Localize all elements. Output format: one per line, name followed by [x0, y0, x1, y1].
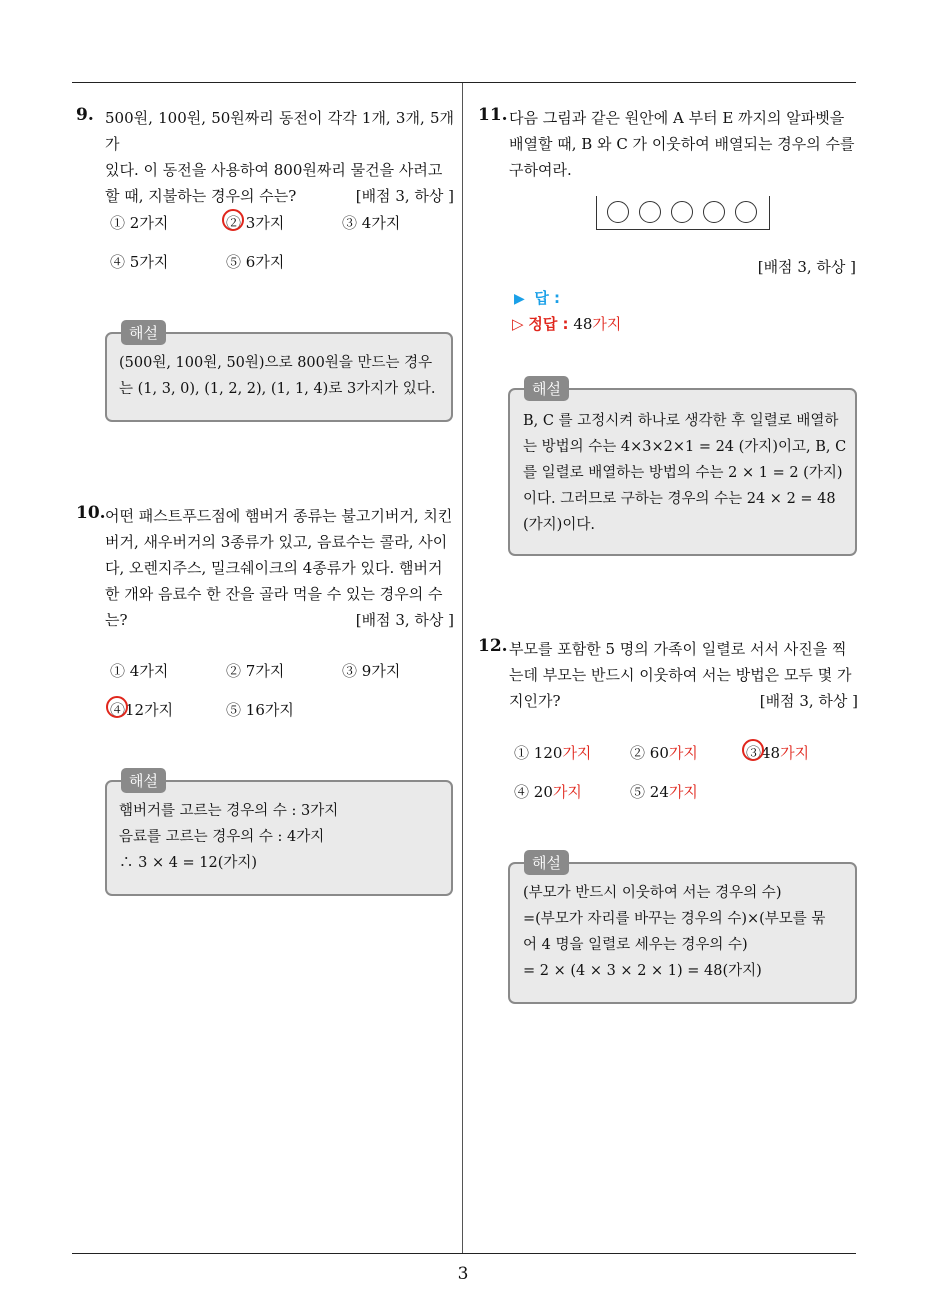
question-line: 배열할 때, B 와 C 가 이웃하여 배열되는 경우의 수를: [509, 135, 855, 153]
solution-line: 햄버거를 고르는 경우의 수 : 3가지: [119, 803, 339, 819]
choice-5[interactable]: ⑤ 16가지: [226, 701, 294, 719]
choice-3[interactable]: ③ 4가지: [342, 214, 401, 232]
solution-line: B, C 를 고정시켜 하나로 생각한 후 일렬로 배열하: [523, 413, 839, 429]
solution-line: 는 (1, 3, 0), (1, 2, 2), (1, 1, 4)로 3가지가 있다.: [119, 381, 436, 397]
question-number: 9.: [76, 105, 94, 125]
question-line: 구하여라.: [509, 161, 572, 179]
solution-box-q9: [105, 324, 453, 422]
question-line: 500원, 100원, 50원짜리 동전이 각각 1개, 3개, 5개가: [105, 109, 454, 153]
solution-line: =(부모가 자리를 바꾸는 경우의 수)×(부모를 묶: [523, 911, 826, 927]
solution-tag: 해설: [121, 320, 166, 345]
solution-line: ∴ 3 × 4 = 12(가지): [119, 855, 258, 871]
top-rule: [72, 82, 856, 83]
choice-2[interactable]: ② 7가지: [226, 662, 285, 680]
solution-tag: 해설: [524, 850, 569, 875]
question-line: 는? [배점 3, 하상 ]: [105, 607, 454, 633]
score-meta: [배점 3, 하상 ]: [355, 611, 454, 629]
choice-3[interactable]: ③ 9가지: [342, 662, 401, 680]
choice-1[interactable]: ① 120가지: [514, 744, 592, 762]
question-number: 10.: [76, 503, 106, 523]
question-11: [478, 105, 858, 183]
solution-line: 어 4 명을 일렬로 세우는 경우의 수): [523, 937, 748, 953]
question-line: 버거, 새우버거의 3종류가 있고, 음료수는 콜라, 사이: [105, 533, 448, 551]
question-line: 어떤 패스트푸드점에 햄버거 종류는 불고기버거, 치킨: [105, 507, 453, 525]
score-meta: [배점 3, 하상 ]: [355, 187, 454, 205]
solution-line: (가지)이다.: [523, 517, 595, 533]
solution-line: (부모가 반드시 이웃하여 서는 경우의 수): [523, 885, 782, 901]
question-line: 있다. 이 동전을 사용하여 800원짜리 물건을 사려고: [105, 161, 443, 179]
question-number: 11.: [478, 105, 508, 125]
choice-4[interactable]: ④12가지: [110, 699, 173, 720]
page-number: 3: [457, 1264, 469, 1284]
question-9: [76, 105, 454, 209]
choice-4[interactable]: ④ 20가지: [514, 783, 582, 801]
choice-1[interactable]: ① 2가지: [110, 214, 169, 232]
question-12: [478, 636, 858, 714]
question-line: 는데 부모는 반드시 이웃하여 서는 방법은 모두 몇 가: [509, 666, 852, 684]
seat-circle: [607, 201, 629, 223]
correct-label: 정답 :: [528, 315, 569, 333]
answer-circle-mark: [106, 696, 128, 718]
question-number: 12.: [478, 636, 508, 656]
answer-circle-mark: [742, 739, 764, 761]
solution-box-q11: [508, 380, 857, 556]
question-line: 할 때, 지불하는 경우의 수는? [배점 3, 하상 ]: [105, 183, 454, 209]
seat-diagram: [596, 196, 770, 230]
question-line: 다음 그림과 같은 원안에 A 부터 E 까지의 알파벳을: [509, 109, 845, 127]
question-line: 부모를 포함한 5 명의 가족이 일렬로 서서 사진을 찍: [509, 640, 847, 658]
question-text: [105, 105, 454, 209]
choice-5[interactable]: ⑤ 24가지: [630, 783, 698, 801]
question-10: [76, 503, 454, 633]
question-text: [105, 503, 454, 633]
solution-box-q10: [105, 772, 453, 896]
question-text: [509, 105, 858, 183]
solution-line: = 2 × (4 × 3 × 2 × 1) = 48(가지): [523, 963, 762, 979]
choice-5[interactable]: ⑤ 6가지: [226, 253, 285, 271]
column-divider: [462, 83, 463, 1253]
seat-circle: [735, 201, 757, 223]
solution-tag: 해설: [524, 376, 569, 401]
correct-answer-line: [512, 313, 621, 334]
choice-2[interactable]: ② 60가지: [630, 744, 698, 762]
seat-circle: [703, 201, 725, 223]
seat-circle: [671, 201, 693, 223]
question-line: 지인가? [배점 3, 하상 ]: [509, 688, 858, 714]
solution-line: 는 방법의 수는 4×3×2×1 = 24 (가지)이고, B, C: [523, 439, 847, 455]
solution-line: 이다. 그러므로 구하는 경우의 수는 24 × 2 = 48: [523, 491, 836, 507]
correct-value: 48: [573, 315, 593, 333]
question-text: [509, 636, 858, 714]
question-line: 다, 오렌지주스, 밀크쉐이크의 4종류가 있다. 햄버거: [105, 559, 443, 577]
solution-box-q12: [508, 854, 857, 1004]
solution-line: 를 일렬로 배열하는 방법의 수는 2 × 1 = 2 (가지): [523, 465, 843, 481]
seat-circle: [639, 201, 661, 223]
score-meta: [배점 3, 하상 ]: [757, 258, 856, 276]
play-triangle-icon: ▶: [514, 291, 525, 307]
solution-text: [523, 408, 849, 538]
answer-label: 답 :: [534, 289, 561, 307]
solution-line: 음료를 고르는 경우의 수 : 4가지: [119, 829, 325, 845]
open-triangle-icon: ▷: [512, 315, 524, 333]
question-line: 한 개와 음료수 한 잔을 골라 먹을 수 있는 경우의 수: [105, 585, 443, 603]
choice-3[interactable]: ③48가지: [746, 742, 809, 763]
correct-unit: 가지: [592, 315, 622, 333]
choice-4[interactable]: ④ 5가지: [110, 253, 169, 271]
answer-circle-mark: [222, 209, 244, 231]
solution-tag: 해설: [121, 768, 166, 793]
score-meta: [배점 3, 하상 ]: [759, 692, 858, 710]
solution-text: [523, 880, 849, 984]
solution-text: [119, 798, 445, 876]
answer-line: [514, 287, 560, 308]
bottom-rule: [72, 1253, 856, 1254]
choice-1[interactable]: ① 4가지: [110, 662, 169, 680]
solution-text: [119, 350, 445, 402]
choice-2[interactable]: ② 3가지: [226, 212, 284, 233]
solution-line: (500원, 100원, 50원)으로 800원을 만드는 경우: [119, 355, 433, 371]
